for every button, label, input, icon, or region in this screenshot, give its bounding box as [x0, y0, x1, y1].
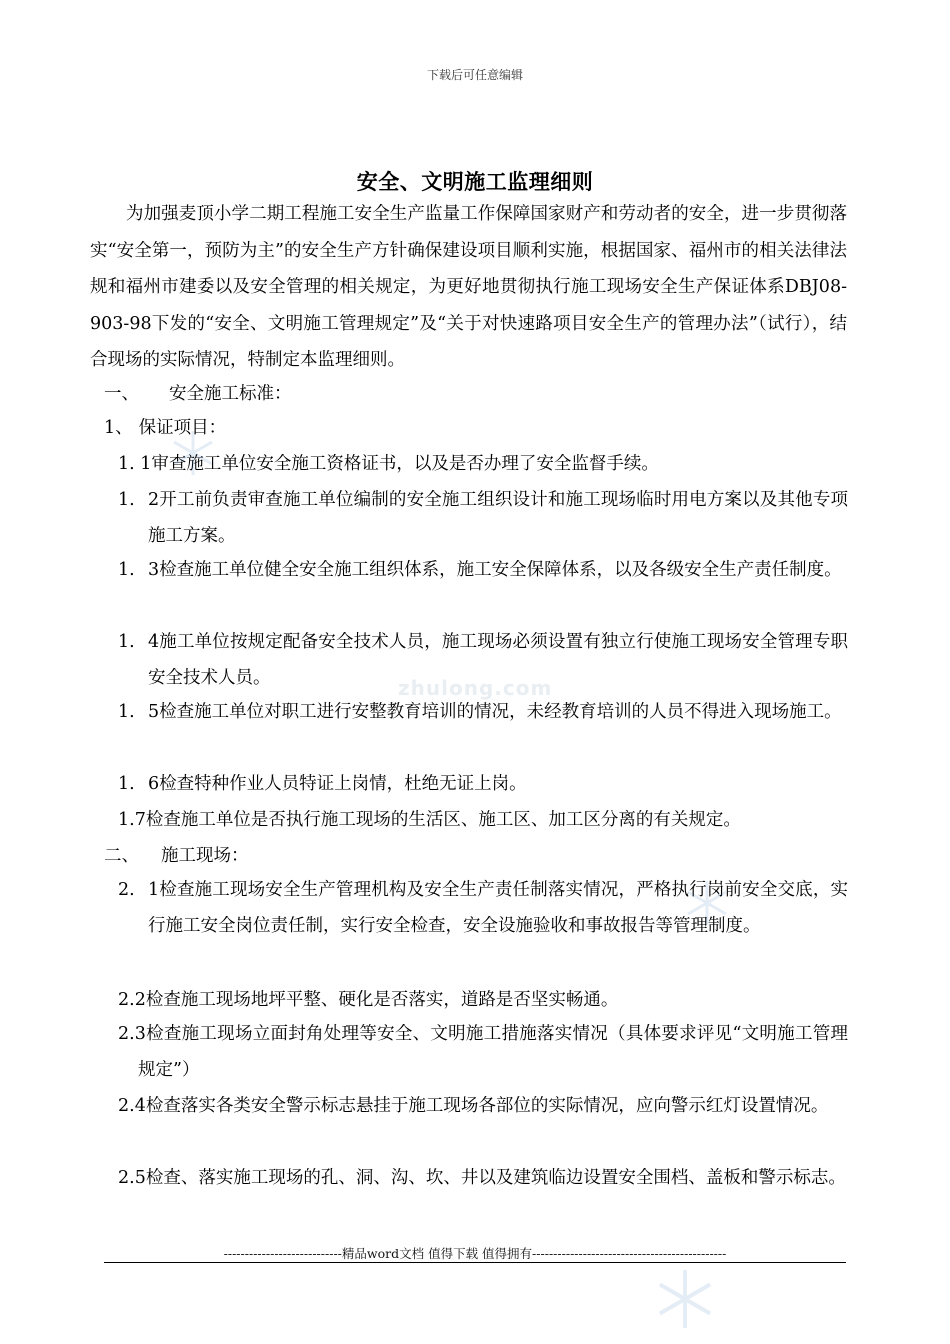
list-item — [118, 552, 848, 588]
section-1-label: 安全施工标准： — [169, 384, 292, 404]
list-item — [118, 802, 848, 838]
item-number: 1. — [118, 702, 135, 722]
item-text: 审查施工单位安全施工资格证书，以及是否办理了安全监督手续。 — [151, 454, 659, 474]
item-number: 1. — [118, 490, 135, 510]
list-item — [118, 982, 848, 1018]
list-item — [118, 1088, 848, 1124]
item-number: 2.3 — [118, 1024, 146, 1044]
list-item — [118, 1160, 848, 1196]
list-item — [118, 1016, 848, 1088]
item-text: 1检查施工现场安全生产管理机构及安全生产责任制落实情况，严格执行岗前安全交底，实行施工安全岗位责任制，实行安全检查，安全设施验收和事故报告等管理制度。 — [148, 880, 848, 936]
list-item — [118, 872, 848, 944]
section-2-heading — [104, 838, 249, 875]
document-title: 安全、文明施工监理细则 — [356, 169, 594, 194]
item-text: 检查落实各类安全警示标志悬挂于施工现场各部位的实际情况，应向警示红灯设置情况。 — [145, 1096, 829, 1116]
snowflake-watermark-icon — [652, 1266, 718, 1332]
subsection-1-label: 保证项目： — [138, 418, 227, 438]
item-number: 2.4 — [118, 1096, 146, 1116]
header-note: 下载后可任意编辑 — [426, 68, 523, 82]
item-number: 2. — [118, 880, 135, 900]
section-2-number: 二、 — [104, 846, 139, 866]
item-text: 检查施工现场地坪平整、硬化是否落实，道路是否坚实畅通。 — [145, 990, 619, 1010]
item-number: 1. — [118, 774, 135, 794]
item-text: 检查、落实施工现场的孔、洞、沟、坎、井以及建筑临边设置安全围档、盖板和警示标志。 — [145, 1168, 846, 1188]
subsection-1-number: 1、 — [104, 418, 133, 438]
item-number: 1. — [118, 560, 135, 580]
list-item — [118, 446, 848, 482]
footer-divider — [104, 1262, 846, 1263]
item-text: 检查施工单位是否执行施工现场的生活区、施工区、加工区分离的有关规定。 — [145, 810, 741, 830]
item-text: 3检查施工单位健全安全施工组织体系，施工安全保障体系，以及各级安全生产责任制度。 — [148, 560, 842, 580]
intro-paragraph: 为加强麦顶小学二期工程施工安全生产监量工作保障国家财产和劳动者的安全，进一步贯彻落实“安全第一，预防为主”的安全生产方针确保建设项目顺利实施，根据国家、福州市的相关法律法规和福州市建委以及安全管理的相关规定，为更好地贯彻执行施工现场安全生产保证体系DBJ08-903-98下发的“安全、文明施工管理规定”及“关于对快速路项目安全生产的管理办法”（试行），结合现场的实际情况，特制定本监理细则。 — [90, 204, 847, 370]
list-item — [118, 482, 848, 554]
snowflake-watermark-icon — [682, 878, 732, 928]
item-number: 1. 1 — [118, 454, 152, 474]
item-text: 2开工前负责审查施工单位编制的安全施工组织设计和施工现场临时用电方案以及其他专项施工方案。 — [148, 490, 848, 546]
item-text: 检查施工现场立面封角处理等安全、文明施工措施落实情况（具体要求评见“文明施工管理规定”） — [138, 1024, 848, 1080]
item-number: 2.2 — [118, 990, 146, 1010]
item-number: 1. — [118, 632, 135, 652]
footer-note: ----------------------------精品word文档 值得下载 值得拥有---------------------------------------------- — [223, 1246, 727, 1261]
section-1-heading — [104, 376, 292, 413]
item-text: 6检查特种作业人员特证上岗情，杜绝无证上岗。 — [148, 774, 527, 794]
item-text: 4施工单位按规定配备安全技术人员，施工现场必须设置有独立行使施工现场安全管理专职安全技术人员。 — [148, 632, 848, 688]
list-item — [118, 766, 848, 802]
item-text: 5检查施工单位对职工进行安整教育培训的情况，未经教育培训的人员不得进入现场施工。 — [148, 702, 842, 722]
watermark-text: zhulong.com — [398, 676, 553, 700]
item-number: 1.7 — [118, 810, 146, 830]
item-number: 2.5 — [118, 1168, 146, 1188]
section-1-number: 一、 — [104, 384, 139, 404]
section-2-label: 施工现场： — [161, 846, 249, 866]
snowflake-watermark-icon — [168, 428, 218, 478]
